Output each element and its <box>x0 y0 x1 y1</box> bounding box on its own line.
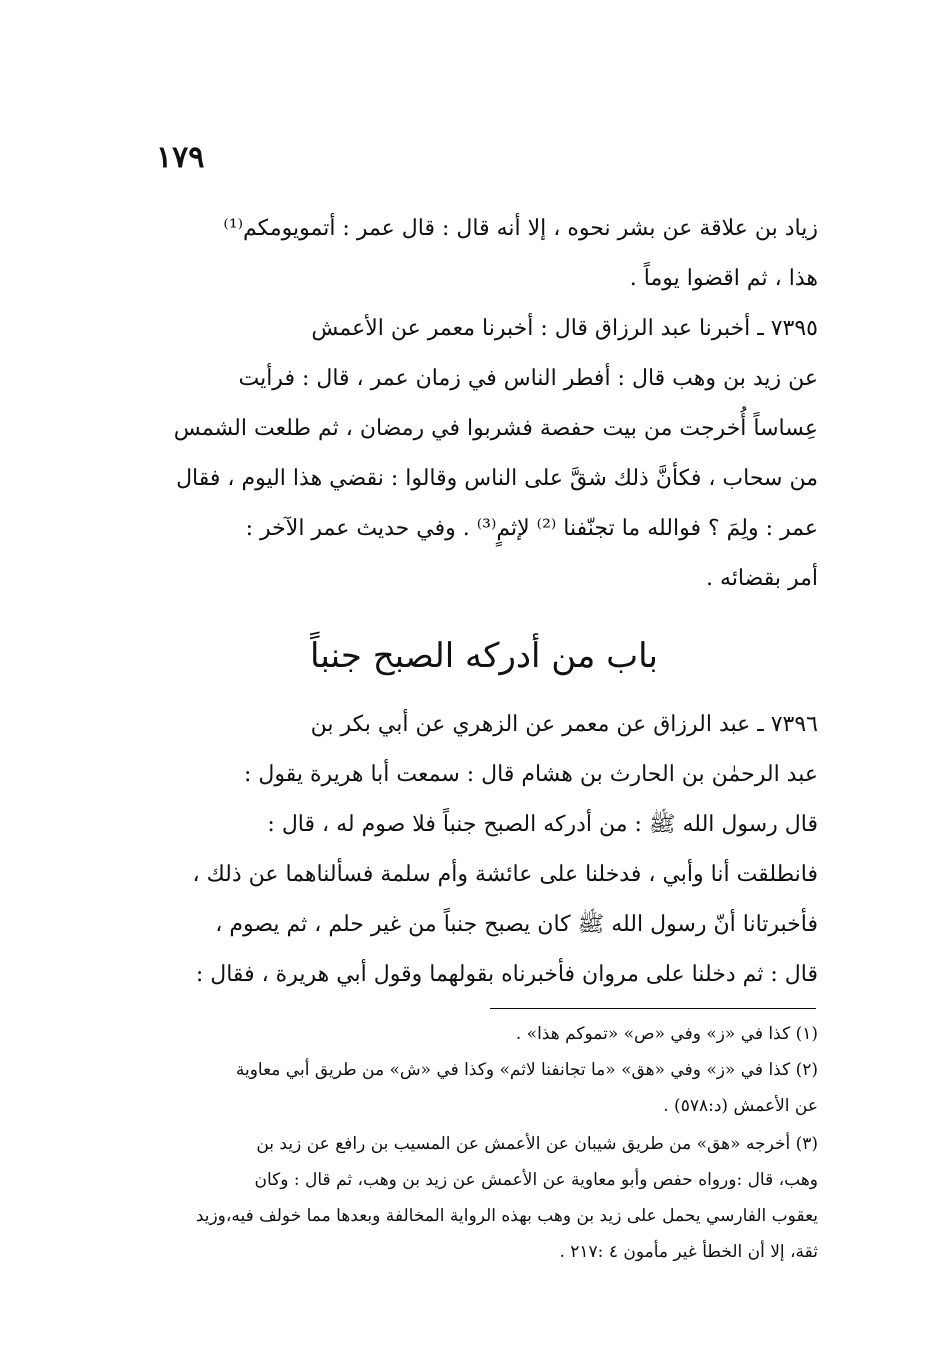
text-line: عن زيد بن وهب قال : أفطر الناس في زمان عمر ، قال : فرأيت <box>238 366 818 391</box>
text-line: عبد الرحمٰن بن الحارث بن هشام قال : سمعت أبا هريرة يقول : <box>243 762 818 787</box>
text-line: من سحاب ، فكأنَّ ذلك شقَّ على الناس وقالوا : نقضي هذا اليوم ، فقال <box>176 466 818 491</box>
text-line: قال : ثم دخلنا على مروان فأخبرناه بقولهما وقول أبي هريرة ، فقال : <box>195 962 818 987</box>
text-line: عمر : ولِمَ ؟ فوالله ما تجنّفنا ⁽²⁾ لإثمٍ⁽³⁾ . وفي حديث عمر الآخر : <box>245 516 818 541</box>
footnote-1: (١) كذا في «ز» وفي «ص» «تموكم هذا» . <box>515 1024 818 1044</box>
text-line: زياد بن علاقة عن بشر نحوه ، إلا أنه قال : قال عمر : أتمويومكم⁽¹⁾ <box>223 216 818 241</box>
text-block-hadith-7395 <box>150 204 818 604</box>
text-line: هذا ، ثم اقضوا يوماً . <box>629 266 818 291</box>
text-block-hadith-7396 <box>150 700 818 1000</box>
text-line: فانطلقت أنا وأبي ، فدخلنا على عائشة وأم سلمة فسألناهما عن ذلك ، <box>192 862 818 887</box>
text-line: عِساساً أُخرجت من بيت حفصة فشربوا في رمضان ، ثم طلعت الشمس <box>173 416 818 441</box>
chapter-title: باب من أدركه الصبح جنباً <box>310 636 658 676</box>
footnote-3-continued: ثقة، إلا أن الخطأ غير مأمون ٤ :٢١٧ . <box>559 1242 818 1262</box>
footnote-3-continued: وهب، قال :ورواه حفص وأبو معاوية عن الأعمش عن زيد بن وهب، ثم قال : وكان <box>254 1170 818 1190</box>
footnote-divider <box>490 1008 816 1009</box>
footnote-2: (٢) كذا في «ز» وفي «هق» «ما تجانفنا لاثم» وكذا في «ش» من طريق أبي معاوية <box>235 1060 818 1080</box>
footnote-3: (٣) أخرجه «هق» من طريق شيبان عن الأعمش عن المسيب بن رافع عن زيد بن <box>256 1134 818 1154</box>
text-line: ٧٣٩٦ ـ عبد الرزاق عن معمر عن الزهري عن أبي بكر بن <box>310 712 818 737</box>
text-line: فأخبرتانا أنّ رسول الله ﷺ كان يصبح جنباً من غير حلم ، ثم يصوم ، <box>215 912 818 937</box>
footnote-3-continued: يعقوب الفارسي يحمل على زيد بن وهب بهذه الرواية المخالفة وبعدها مما خولف فيه،وزيد <box>195 1206 818 1226</box>
footnote-2-continued: عن الأعمش (د:٥٧٨) . <box>663 1096 818 1116</box>
text-line: قال رسول الله ﷺ : من أدركه الصبح جنباً فلا صوم له ، قال : <box>267 812 818 837</box>
page-number: ١٧٩ <box>156 140 205 175</box>
text-line: أمر بقضائه . <box>706 566 818 591</box>
text-line: ٧٣٩٥ ـ أخبرنا عبد الرزاق قال : أخبرنا معمر عن الأعمش <box>311 316 818 341</box>
footnotes <box>150 1016 818 1270</box>
